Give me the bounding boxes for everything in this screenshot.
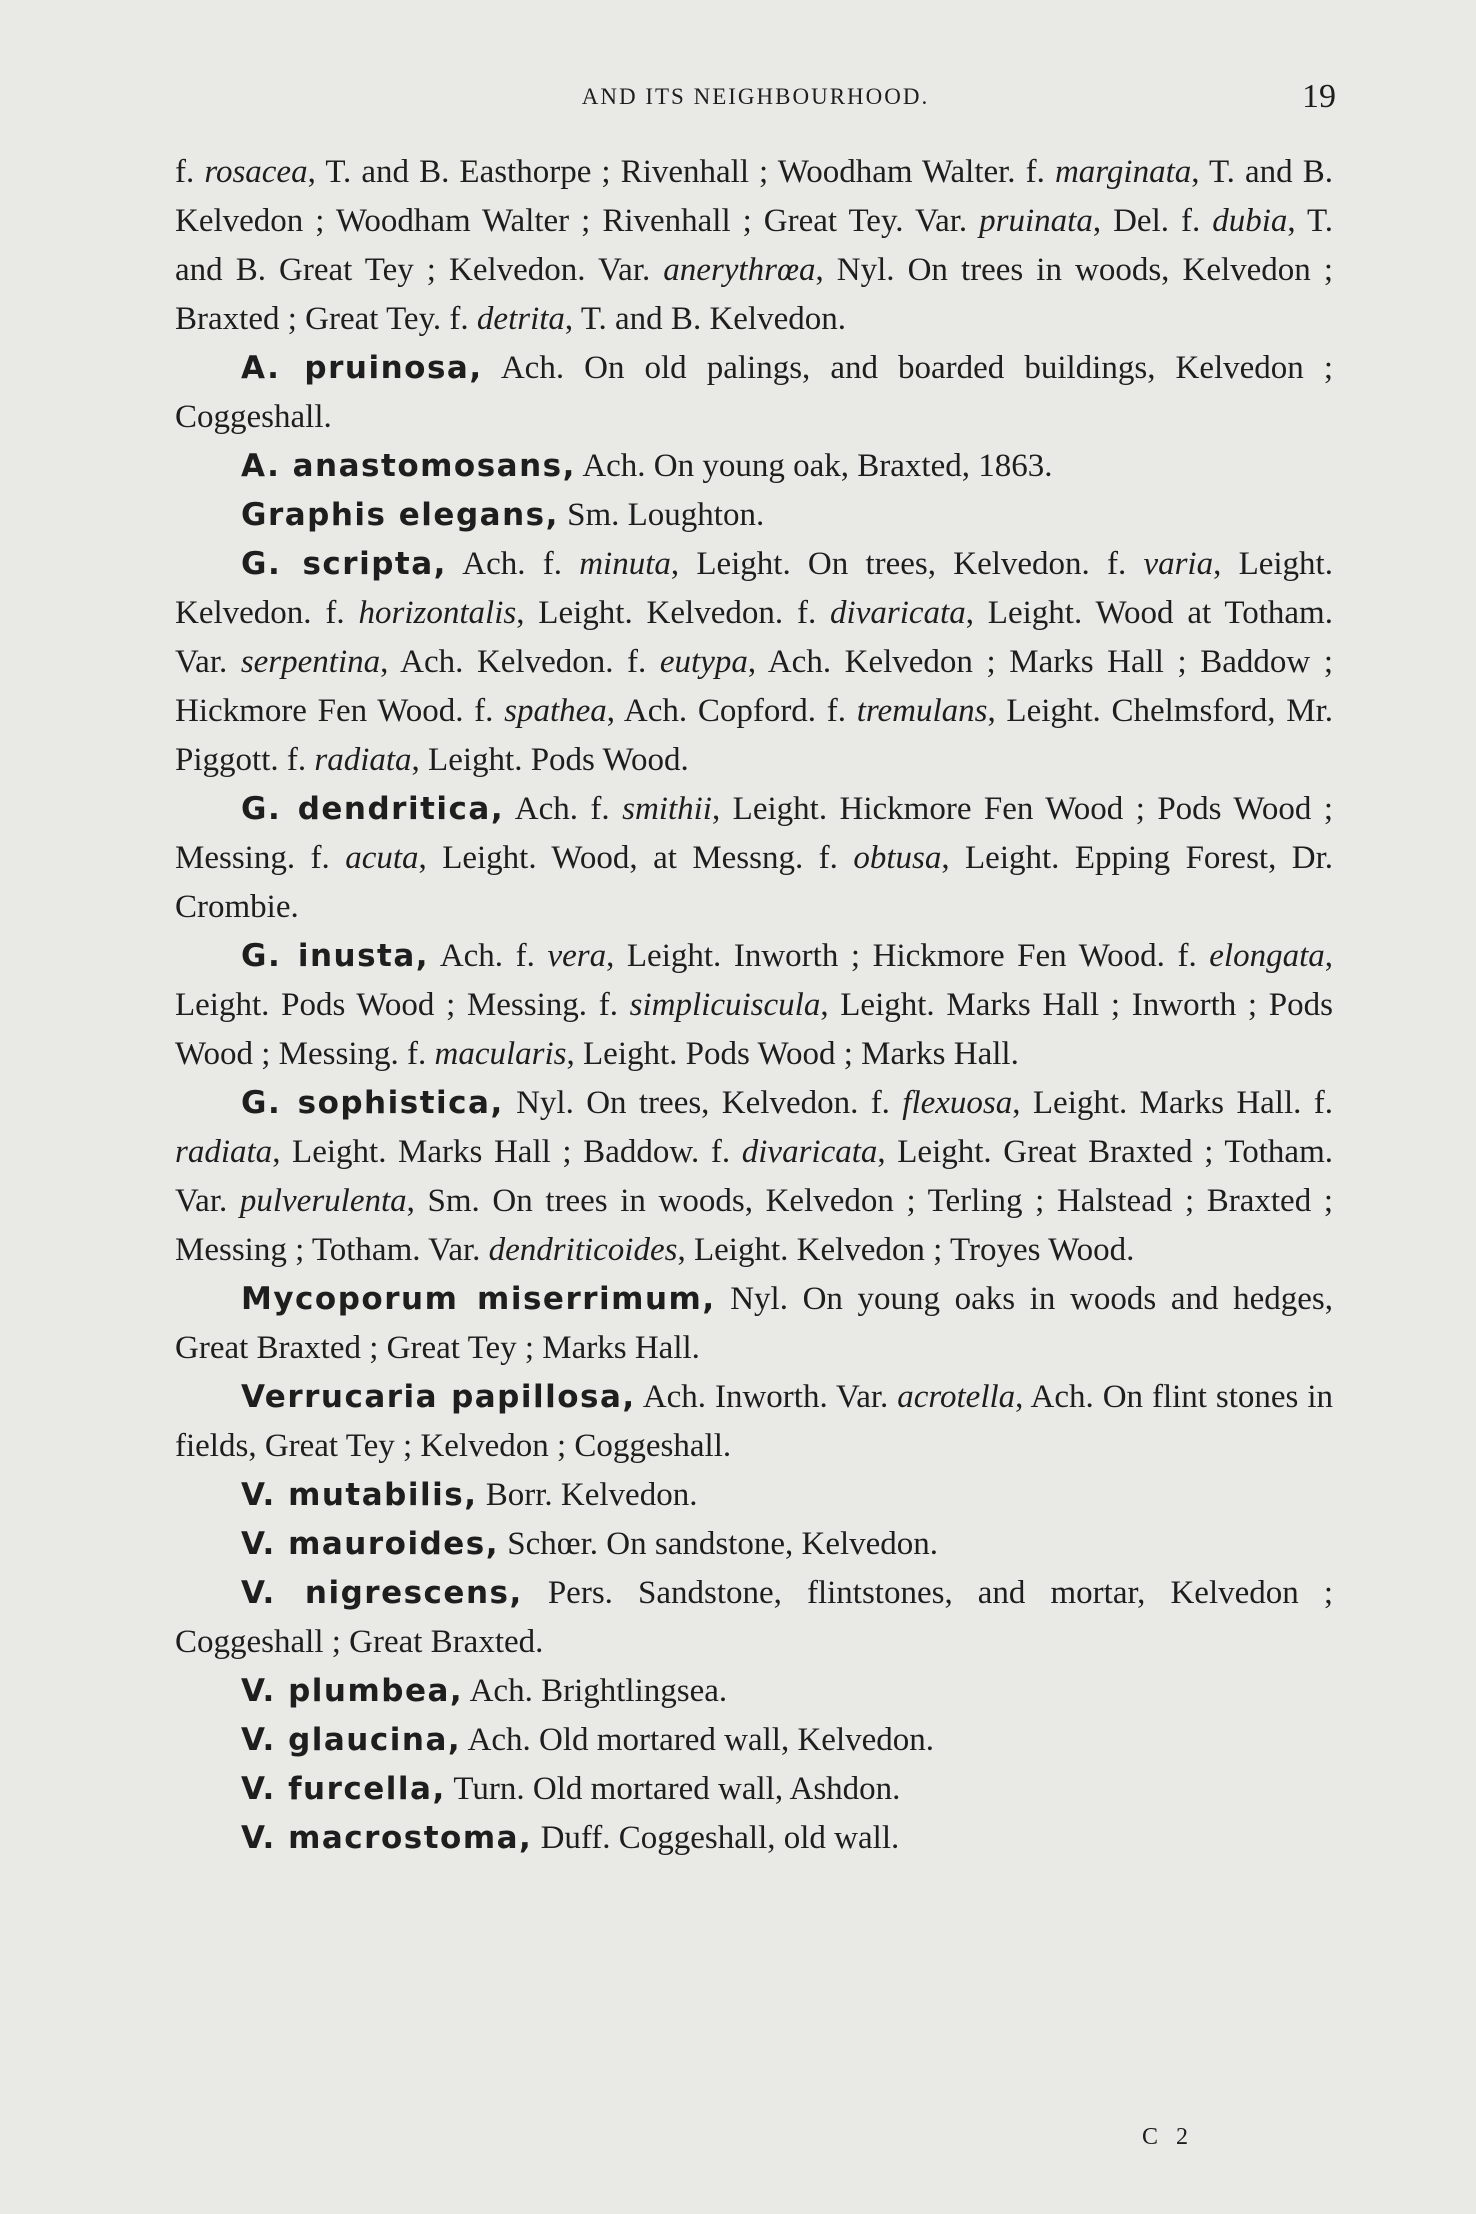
species-name: G. scripta, bbox=[241, 546, 447, 582]
taxon-italic: radiata bbox=[314, 742, 412, 778]
taxon-italic: minuta bbox=[579, 546, 671, 582]
taxon-italic: vera bbox=[547, 938, 607, 974]
taxon-italic: marginata bbox=[1054, 154, 1192, 190]
taxon-italic: simplicuiscula bbox=[629, 987, 821, 1023]
entry-text: , Leight. Wood at Totham. Var. bbox=[175, 595, 1333, 680]
entry-text: , T. and B. Easthorpe ; Rivenhall ; Woodham Walter. f. bbox=[307, 154, 1055, 190]
taxon-italic: obtusa bbox=[853, 840, 942, 876]
species-name: V. glaucina, bbox=[241, 1722, 462, 1758]
taxon-italic: macularis bbox=[434, 1036, 567, 1072]
species-entry bbox=[175, 785, 1333, 932]
species-entry bbox=[175, 540, 1333, 785]
taxon-italic: eutypa bbox=[659, 644, 748, 680]
species-name: V. mutabilis, bbox=[241, 1477, 478, 1513]
species-name: G. sophistica, bbox=[241, 1085, 504, 1121]
entry-text: , T. and B. Kelvedon. bbox=[564, 301, 846, 337]
taxon-italic: pulverulenta bbox=[239, 1183, 407, 1219]
entry-text: , Nyl. On trees in woods, Kelvedon ; Braxted ; Great Tey. f. bbox=[175, 252, 1333, 337]
entry-text: , Leight. On trees, Kelvedon. f. bbox=[670, 546, 1144, 582]
taxon-italic: pruinata bbox=[979, 203, 1093, 239]
entry-text: , Leight. Pods Wood ; Messing. f. bbox=[175, 938, 1334, 1023]
taxon-italic: dubia bbox=[1212, 203, 1288, 239]
entry-text: , Leight. Kelvedon. f. bbox=[175, 546, 1333, 631]
taxon-italic: anerythrœa bbox=[663, 252, 816, 288]
entry-text: , Leight. Epping Forest, Dr. Crombie. bbox=[175, 840, 1333, 925]
species-entry bbox=[175, 1667, 1333, 1716]
body-text bbox=[175, 148, 1333, 1863]
taxon-italic: detrita bbox=[476, 301, 565, 337]
species-name: V. macrostoma, bbox=[241, 1820, 533, 1856]
entry-text: , Leight. Chelmsford, Mr. Piggott. f. bbox=[175, 693, 1334, 778]
taxon-italic: tremulans bbox=[856, 693, 988, 729]
taxon-italic: rosacea bbox=[204, 154, 308, 190]
entry-text: , Leight. Great Braxted ; Totham. Var. bbox=[175, 1134, 1333, 1219]
species-entry bbox=[175, 1275, 1333, 1373]
entry-text: Duff. Coggeshall, old wall. bbox=[532, 1820, 900, 1856]
entry-text: , Ach. Copford. f. bbox=[606, 693, 857, 729]
species-entry bbox=[175, 1520, 1333, 1569]
running-head: AND ITS NEIGHBOURHOOD. bbox=[581, 84, 930, 109]
species-entry bbox=[175, 491, 1333, 540]
species-name: A. pruinosa, bbox=[241, 350, 483, 386]
species-name: Mycoporum miserrimum, bbox=[241, 1281, 716, 1317]
taxon-italic: spathea bbox=[504, 693, 607, 729]
entry-text: Sm. Loughton. bbox=[558, 497, 765, 533]
page-header bbox=[175, 78, 1336, 122]
taxon-italic: radiata bbox=[175, 1134, 273, 1170]
species-entry bbox=[175, 1569, 1333, 1667]
entry-text: Ach. Inworth. Var. bbox=[635, 1379, 898, 1415]
entry-text: Turn. Old mortared wall, Ashdon. bbox=[445, 1771, 901, 1807]
species-entry bbox=[175, 1079, 1333, 1275]
species-entry bbox=[175, 344, 1333, 442]
entry-text: , Leight. Kelvedon. f. bbox=[516, 595, 831, 631]
taxon-italic: flexuosa bbox=[902, 1085, 1013, 1121]
taxon-italic: divaricata bbox=[830, 595, 966, 631]
entry-text: Ach. Brightlingsea. bbox=[463, 1673, 728, 1709]
taxon-italic: horizontalis bbox=[358, 595, 517, 631]
entry-text: , Leight. Kelvedon ; Troyes Wood. bbox=[677, 1232, 1135, 1268]
species-entry bbox=[175, 1373, 1333, 1471]
taxon-italic: varia bbox=[1143, 546, 1214, 582]
taxon-italic: acuta bbox=[345, 840, 419, 876]
species-name: V. plumbea, bbox=[241, 1673, 464, 1709]
entry-text: , Leight. Marks Hall. f. bbox=[1012, 1085, 1333, 1121]
entry-text: Ach. f. bbox=[429, 938, 548, 974]
species-entry bbox=[175, 1814, 1333, 1863]
entry-text: , Ach. Kelvedon. f. bbox=[380, 644, 660, 680]
entry-text: , Leight. Wood, at Messng. f. bbox=[418, 840, 854, 876]
entry-text: , Leight. Marks Hall ; Baddow. f. bbox=[272, 1134, 742, 1170]
entry-text: Ach. On young oak, Braxted, 1863. bbox=[575, 448, 1053, 484]
entry-text: , T. and B. Great Tey ; Kelvedon. Var. bbox=[175, 203, 1333, 288]
species-entry bbox=[175, 1716, 1333, 1765]
species-name: V. mauroides, bbox=[241, 1526, 500, 1562]
species-name: V. furcella, bbox=[241, 1771, 446, 1807]
entry-text: Ach. On old palings, and boarded buildings, Kelvedon ; Coggeshall. bbox=[175, 350, 1333, 435]
entry-text: Pers. Sandstone, flintstones, and mortar, Kelvedon ; Coggeshall ; Great Braxted. bbox=[175, 1575, 1334, 1660]
entry-text: , Ach. Kelvedon ; Marks Hall ; Baddow ; Hickmore Fen Wood. f. bbox=[175, 644, 1333, 729]
taxon-italic: divaricata bbox=[741, 1134, 878, 1170]
entry-text: Nyl. On trees, Kelvedon. f. bbox=[503, 1085, 903, 1121]
taxon-italic: dendriticoides bbox=[488, 1232, 678, 1268]
entry-text: , Leight. Hickmore Fen Wood ; Pods Wood ; Messing. f. bbox=[175, 791, 1333, 876]
entry-text: , Sm. On trees in woods, Kelvedon ; Terling ; Halstead ; Braxted ; Messing ; Totham. Var. bbox=[175, 1183, 1333, 1268]
taxon-italic: acrotella bbox=[897, 1379, 1016, 1415]
entry-text: , Leight. Pods Wood ; Marks Hall. bbox=[566, 1036, 1019, 1072]
entry-text: , Leight. Marks Hall ; Inworth ; Pods Wood ; Messing. f. bbox=[175, 987, 1333, 1072]
species-name: G. dendritica, bbox=[241, 791, 505, 827]
species-entry bbox=[175, 1765, 1333, 1814]
page-number: 19 bbox=[1302, 78, 1336, 115]
species-entry bbox=[175, 148, 1333, 344]
species-entry bbox=[175, 932, 1333, 1079]
species-name: V. nigrescens, bbox=[241, 1575, 523, 1611]
taxon-italic: serpentina bbox=[240, 644, 381, 680]
entry-text: f. bbox=[175, 154, 205, 190]
entry-text: , Leight. Inworth ; Hickmore Fen Wood. f. bbox=[606, 938, 1210, 974]
entry-text: , Del. f. bbox=[1092, 203, 1213, 239]
entry-text: Ach. Old mortared wall, Kelvedon. bbox=[461, 1722, 935, 1758]
species-name: Graphis elegans, bbox=[241, 497, 559, 533]
entry-text: , Leight. Pods Wood. bbox=[411, 742, 689, 778]
entry-text: Schœr. On sandstone, Kelvedon. bbox=[499, 1526, 939, 1562]
taxon-italic: smithii bbox=[622, 791, 712, 827]
signature-mark: C 2 bbox=[1142, 2124, 1195, 2150]
species-name: G. inusta, bbox=[241, 938, 430, 974]
entry-text: Nyl. On young oaks in woods and hedges, Great Braxted ; Great Tey ; Marks Hall. bbox=[175, 1281, 1333, 1366]
taxon-italic: elongata bbox=[1209, 938, 1325, 974]
species-entry bbox=[175, 442, 1333, 491]
entry-text: , T. and B. Kelvedon ; Woodham Walter ; Rivenhall ; Great Tey. Var. bbox=[175, 154, 1333, 239]
species-name: Verrucaria papillosa, bbox=[241, 1379, 636, 1415]
species-name: A. anastomosans, bbox=[241, 448, 576, 484]
entry-text: , Ach. On flint stones in fields, Great Tey ; Kelvedon ; Coggeshall. bbox=[175, 1379, 1333, 1464]
entry-text: Borr. Kelvedon. bbox=[477, 1477, 698, 1513]
entry-text: Ach. f. bbox=[504, 791, 623, 827]
species-entry bbox=[175, 1471, 1333, 1520]
entry-text: Ach. f. bbox=[446, 546, 580, 582]
